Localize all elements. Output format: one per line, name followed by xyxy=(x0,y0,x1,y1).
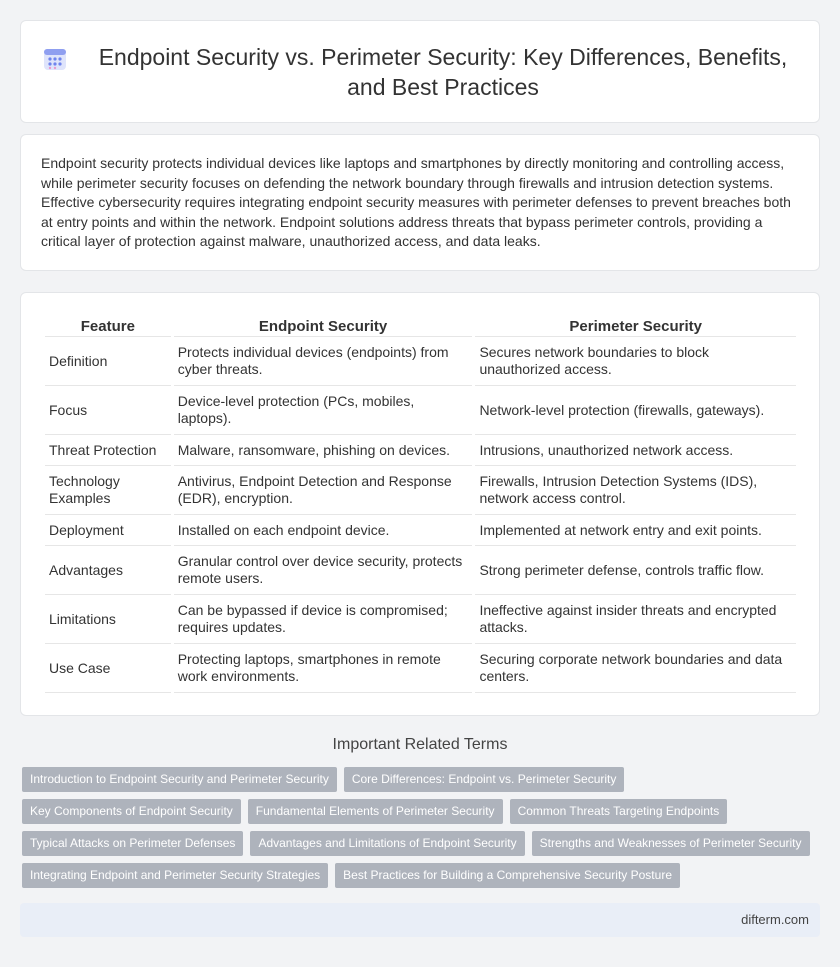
feature-cell: Threat Protection xyxy=(45,435,171,466)
endpoint-cell: Malware, ransomware, phishing on devices. xyxy=(174,435,473,466)
feature-cell: Definition xyxy=(45,337,171,386)
endpoint-cell: Device-level protection (PCs, mobiles, laptops). xyxy=(174,386,473,435)
feature-cell: Use Case xyxy=(45,644,171,693)
page-title: Endpoint Security vs. Perimeter Security: Key Differences, Benefits, and Best Practices xyxy=(98,43,788,100)
perimeter-cell: Network-level protection (firewalls, gateways). xyxy=(475,386,796,435)
table-row xyxy=(45,466,796,515)
related-term-tag[interactable]: Typical Attacks on Perimeter Defenses xyxy=(22,831,243,856)
table-row xyxy=(45,644,796,693)
related-term-tag[interactable]: Fundamental Elements of Perimeter Security xyxy=(248,799,503,824)
header-endpoint: Endpoint Security xyxy=(174,313,473,337)
title-card xyxy=(20,20,820,123)
related-terms-title: Important Related Terms xyxy=(332,736,508,753)
perimeter-cell: Secures network boundaries to block unauthorized access. xyxy=(475,337,796,386)
related-term-tag[interactable]: Introduction to Endpoint Security and Perimeter Security xyxy=(22,767,337,792)
table-row xyxy=(45,546,796,595)
related-term-tag[interactable]: Common Threats Targeting Endpoints xyxy=(510,799,728,824)
related-terms-list xyxy=(22,767,822,895)
perimeter-cell: Ineffective against insider threats and encrypted attacks. xyxy=(475,595,796,644)
endpoint-cell: Protecting laptops, smartphones in remote work environments. xyxy=(174,644,473,693)
related-term-tag[interactable]: Strengths and Weaknesses of Perimeter Security xyxy=(532,831,810,856)
perimeter-cell: Implemented at network entry and exit points. xyxy=(475,515,796,546)
endpoint-cell: Antivirus, Endpoint Detection and Response (EDR), encryption. xyxy=(174,466,473,515)
related-term-tag[interactable]: Core Differences: Endpoint vs. Perimeter Security xyxy=(344,767,625,792)
table-row xyxy=(45,595,796,644)
intro-card xyxy=(20,134,820,271)
feature-cell: Deployment xyxy=(45,515,171,546)
perimeter-cell: Strong perimeter defense, controls traffic flow. xyxy=(475,546,796,595)
table-row xyxy=(45,515,796,546)
comparison-card xyxy=(20,292,820,716)
header-feature: Feature xyxy=(45,313,171,337)
footer xyxy=(20,903,820,937)
comparison-table xyxy=(42,313,799,693)
perimeter-cell: Firewalls, Intrusion Detection Systems (IDS), network access control. xyxy=(475,466,796,515)
grid-calendar-icon xyxy=(42,46,68,72)
table-header-row xyxy=(45,313,796,337)
feature-cell: Limitations xyxy=(45,595,171,644)
feature-cell: Focus xyxy=(45,386,171,435)
feature-cell: Technology Examples xyxy=(45,466,171,515)
related-term-tag[interactable]: Best Practices for Building a Comprehensive Security Posture xyxy=(335,863,680,888)
perimeter-cell: Securing corporate network boundaries and data centers. xyxy=(475,644,796,693)
table-row xyxy=(45,435,796,466)
feature-cell: Advantages xyxy=(45,546,171,595)
intro-paragraph: Endpoint security protects individual devices like laptops and smartphones by directly monitoring and controlling access, while perimeter security focuses on defending the network boundary through firewalls and intrusion detection systems. Effective cybersecurity requires integrating endpoint security measures with perimeter defenses to prevent breaches both at entry points and within the network. Endpoint solutions address threats that bypass perimeter controls, providing a critical layer of protection against malware, unauthorized access, and data leaks. xyxy=(41,155,791,250)
table-row xyxy=(45,386,796,435)
endpoint-cell: Protects individual devices (endpoints) from cyber threats. xyxy=(174,337,473,386)
header-perimeter: Perimeter Security xyxy=(475,313,796,337)
related-term-tag[interactable]: Advantages and Limitations of Endpoint Security xyxy=(250,831,524,856)
related-term-tag[interactable]: Integrating Endpoint and Perimeter Security Strategies xyxy=(22,863,328,888)
endpoint-cell: Granular control over device security, protects remote users. xyxy=(174,546,473,595)
table-row xyxy=(45,337,796,386)
site-link[interactable]: difterm.com xyxy=(741,912,809,927)
related-term-tag[interactable]: Key Components of Endpoint Security xyxy=(22,799,241,824)
endpoint-cell: Installed on each endpoint device. xyxy=(174,515,473,546)
perimeter-cell: Intrusions, unauthorized network access. xyxy=(475,435,796,466)
endpoint-cell: Can be bypassed if device is compromised; requires updates. xyxy=(174,595,473,644)
